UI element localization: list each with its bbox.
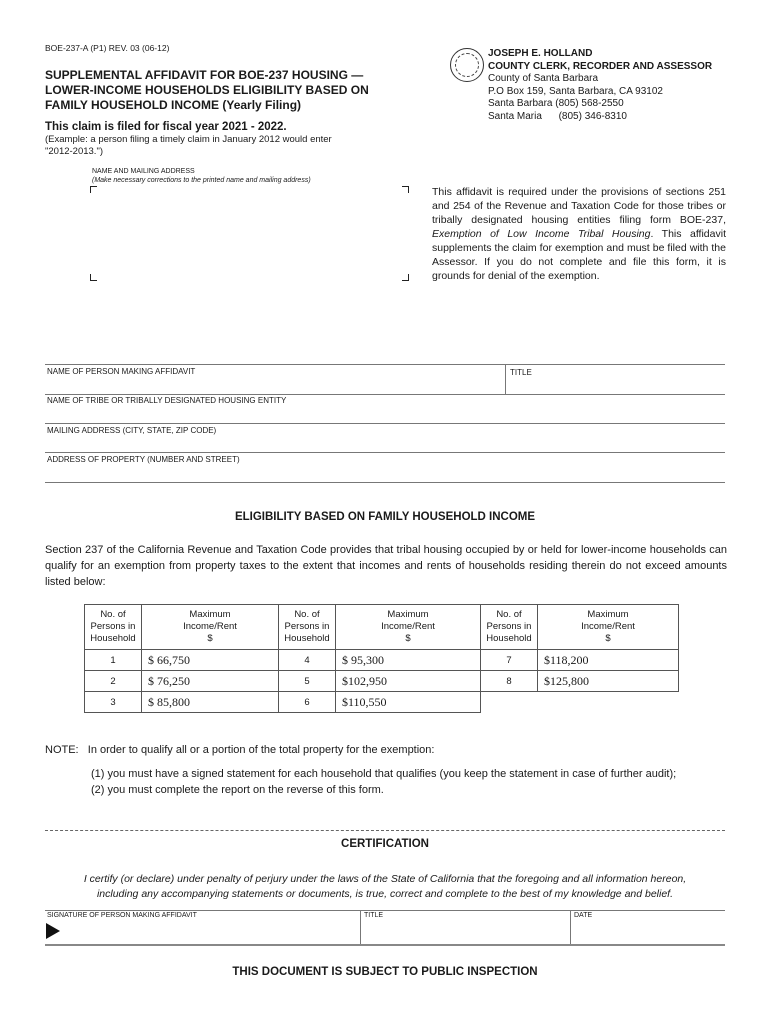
fiscal-year-example xyxy=(45,134,385,158)
persons-header: No. of Persons in Household xyxy=(481,605,538,650)
note-item: (1) you must have a signed statement for each household that qualifies (you keep the statement in case of further audit); xyxy=(91,768,677,780)
form-title-line: LOWER-INCOME HOUSEHOLDS ELIGIBILITY BASED ON xyxy=(45,83,369,97)
address-sublabel-text: (Make necessary corrections to the printed name and mailing address) xyxy=(92,176,311,184)
eligibility-paragraph: Section 237 of the California Revenue and Taxation Code provides that tribal housing occupied by or held for lower-income households can qualify for an exemption from property taxes to the extent that incomes and rents of households residing therein do not exceed amounts listed below: xyxy=(45,544,727,588)
divider xyxy=(45,482,725,483)
tribe-field[interactable] xyxy=(45,406,725,422)
sign-here-arrow-icon xyxy=(46,923,60,939)
income-cell: $102,950 xyxy=(336,671,481,692)
table-row xyxy=(85,671,679,692)
income-header: Maximum Income/Rent $ xyxy=(538,605,679,650)
persons-cell: 8 xyxy=(481,671,538,692)
divider xyxy=(570,910,571,944)
form-id: BOE-237-A (P1) REV. 03 (06-12) xyxy=(45,43,170,53)
certification-heading: CERTIFICATION xyxy=(341,838,429,850)
example-line: (Example: a person filing a timely claim in January 2012 would enter xyxy=(45,134,332,145)
date-field[interactable] xyxy=(572,921,725,943)
divider xyxy=(45,830,725,831)
persons-cell: 1 xyxy=(85,650,142,671)
table-row xyxy=(85,692,679,713)
income-cell: $125,800 xyxy=(538,671,679,692)
income-limits-table xyxy=(84,604,679,713)
divider xyxy=(45,364,725,365)
income-cell xyxy=(538,692,679,713)
persons-cell: 3 xyxy=(85,692,142,713)
agency-po-box: P.O Box 159, Santa Barbara, CA 93102 xyxy=(488,85,663,97)
note-item: (2) you must complete the report on the reverse of this form. xyxy=(91,784,384,796)
form-title xyxy=(45,68,405,113)
agency-name: JOSEPH E. HOLLAND xyxy=(488,48,593,59)
address-box-corner-icon xyxy=(90,274,97,281)
county-seal-icon xyxy=(450,48,484,82)
divider xyxy=(45,944,725,946)
divider xyxy=(45,452,725,453)
example-line: "2012-2013.") xyxy=(45,146,103,157)
table-row xyxy=(85,650,679,671)
income-cell: $ 66,750 xyxy=(142,650,279,671)
note-items xyxy=(91,766,676,798)
agency-phone-santa-barbara: Santa Barbara (805) 568-2550 xyxy=(488,98,624,109)
title-field[interactable] xyxy=(507,378,725,393)
divider xyxy=(360,910,361,944)
signature-label: SIGNATURE OF PERSON MAKING AFFIDAVIT xyxy=(47,912,197,919)
mailing-address-field[interactable] xyxy=(45,436,725,452)
cert-title-field[interactable] xyxy=(362,921,568,943)
signature-field[interactable] xyxy=(64,921,358,943)
eligibility-heading: ELIGIBILITY BASED ON FAMILY HOUSEHOLD INCOME xyxy=(234,511,536,523)
income-cell: $ 85,800 xyxy=(142,692,279,713)
property-address-label: ADDRESS OF PROPERTY (NUMBER AND STREET) xyxy=(47,455,240,464)
affidavit-note-text: This affidavit is required under the provisions of sections 251 and 254 of the Revenue and Taxation Code for those tribes or tribally designated housing entities filing form BOE-237, xyxy=(432,186,726,226)
affidavit-note-form-name: Exemption of Low Income Tribal Housing xyxy=(432,228,651,240)
persons-cell xyxy=(481,692,538,713)
form-title-line: SUPPLEMENTAL AFFIDAVIT FOR BOE-237 HOUSING — xyxy=(45,68,364,82)
persons-cell: 7 xyxy=(481,650,538,671)
agency-phone-santa-maria: Santa Maria (805) 346-8310 xyxy=(488,110,627,122)
address-box-corner-icon xyxy=(402,274,409,281)
persons-header: No. of Persons in Household xyxy=(85,605,142,650)
fiscal-year-statement: This claim is filed for fiscal year 2021 - 2022. xyxy=(45,121,287,133)
persons-cell: 5 xyxy=(279,671,336,692)
income-header: Maximum Income/Rent $ xyxy=(142,605,279,650)
divider xyxy=(45,423,725,424)
persons-header: No. of Persons in Household xyxy=(279,605,336,650)
agency-block xyxy=(488,48,712,123)
income-cell: $ 76,250 xyxy=(142,671,279,692)
affidavit-requirement-note xyxy=(432,185,726,283)
certification-line: I certify (or declare) under penalty of perjury under the laws of the State of California that the foregoing and all information hereon, xyxy=(83,873,687,885)
divider xyxy=(45,910,725,911)
name-person-label: NAME OF PERSON MAKING AFFIDAVIT xyxy=(47,367,196,376)
certification-line: including any accompanying statements or documents, is true, correct and complete to the best of my knowledge and belief. xyxy=(96,888,674,900)
income-header: Maximum Income/Rent $ xyxy=(336,605,481,650)
income-cell: $110,550 xyxy=(336,692,481,713)
mailing-address-label: MAILING ADDRESS (CITY, STATE, ZIP CODE) xyxy=(47,426,217,435)
address-box-corner-icon xyxy=(402,186,409,193)
address-box-label xyxy=(92,168,311,185)
address-box-area[interactable] xyxy=(96,192,402,274)
persons-cell: 6 xyxy=(279,692,336,713)
income-cell: $ 95,300 xyxy=(336,650,481,671)
note-text: NOTE: In order to qualify all or a portion of the total property for the exemption: xyxy=(45,744,435,756)
property-address-field[interactable] xyxy=(45,465,725,481)
persons-cell: 4 xyxy=(279,650,336,671)
public-inspection-footer: THIS DOCUMENT IS SUBJECT TO PUBLIC INSPECTION xyxy=(232,966,538,978)
divider xyxy=(505,364,506,394)
affidavit-note-text: . This affidavit supplements the claim for exemption and must be filed with the Assessor. If you do not complete and file this form, it is grounds for denial of the exemption. xyxy=(432,228,726,282)
agency-county: County of Santa Barbara xyxy=(488,73,599,84)
divider xyxy=(45,394,725,395)
title-label: TITLE xyxy=(510,368,532,377)
certification-statement xyxy=(40,872,730,902)
date-label: DATE xyxy=(574,912,593,919)
address-label-text: NAME AND MAILING ADDRESS xyxy=(92,168,195,175)
cert-title-label: TITLE xyxy=(364,912,384,919)
name-person-field[interactable] xyxy=(45,376,503,393)
income-cell: $118,200 xyxy=(538,650,679,671)
persons-cell: 2 xyxy=(85,671,142,692)
agency-office: COUNTY CLERK, RECORDER AND ASSESSOR xyxy=(488,60,713,72)
tribe-label: NAME OF TRIBE OR TRIBALLY DESIGNATED HOUSING ENTITY xyxy=(47,396,287,405)
form-title-line: FAMILY HOUSEHOLD INCOME (Yearly Filing) xyxy=(45,98,302,112)
